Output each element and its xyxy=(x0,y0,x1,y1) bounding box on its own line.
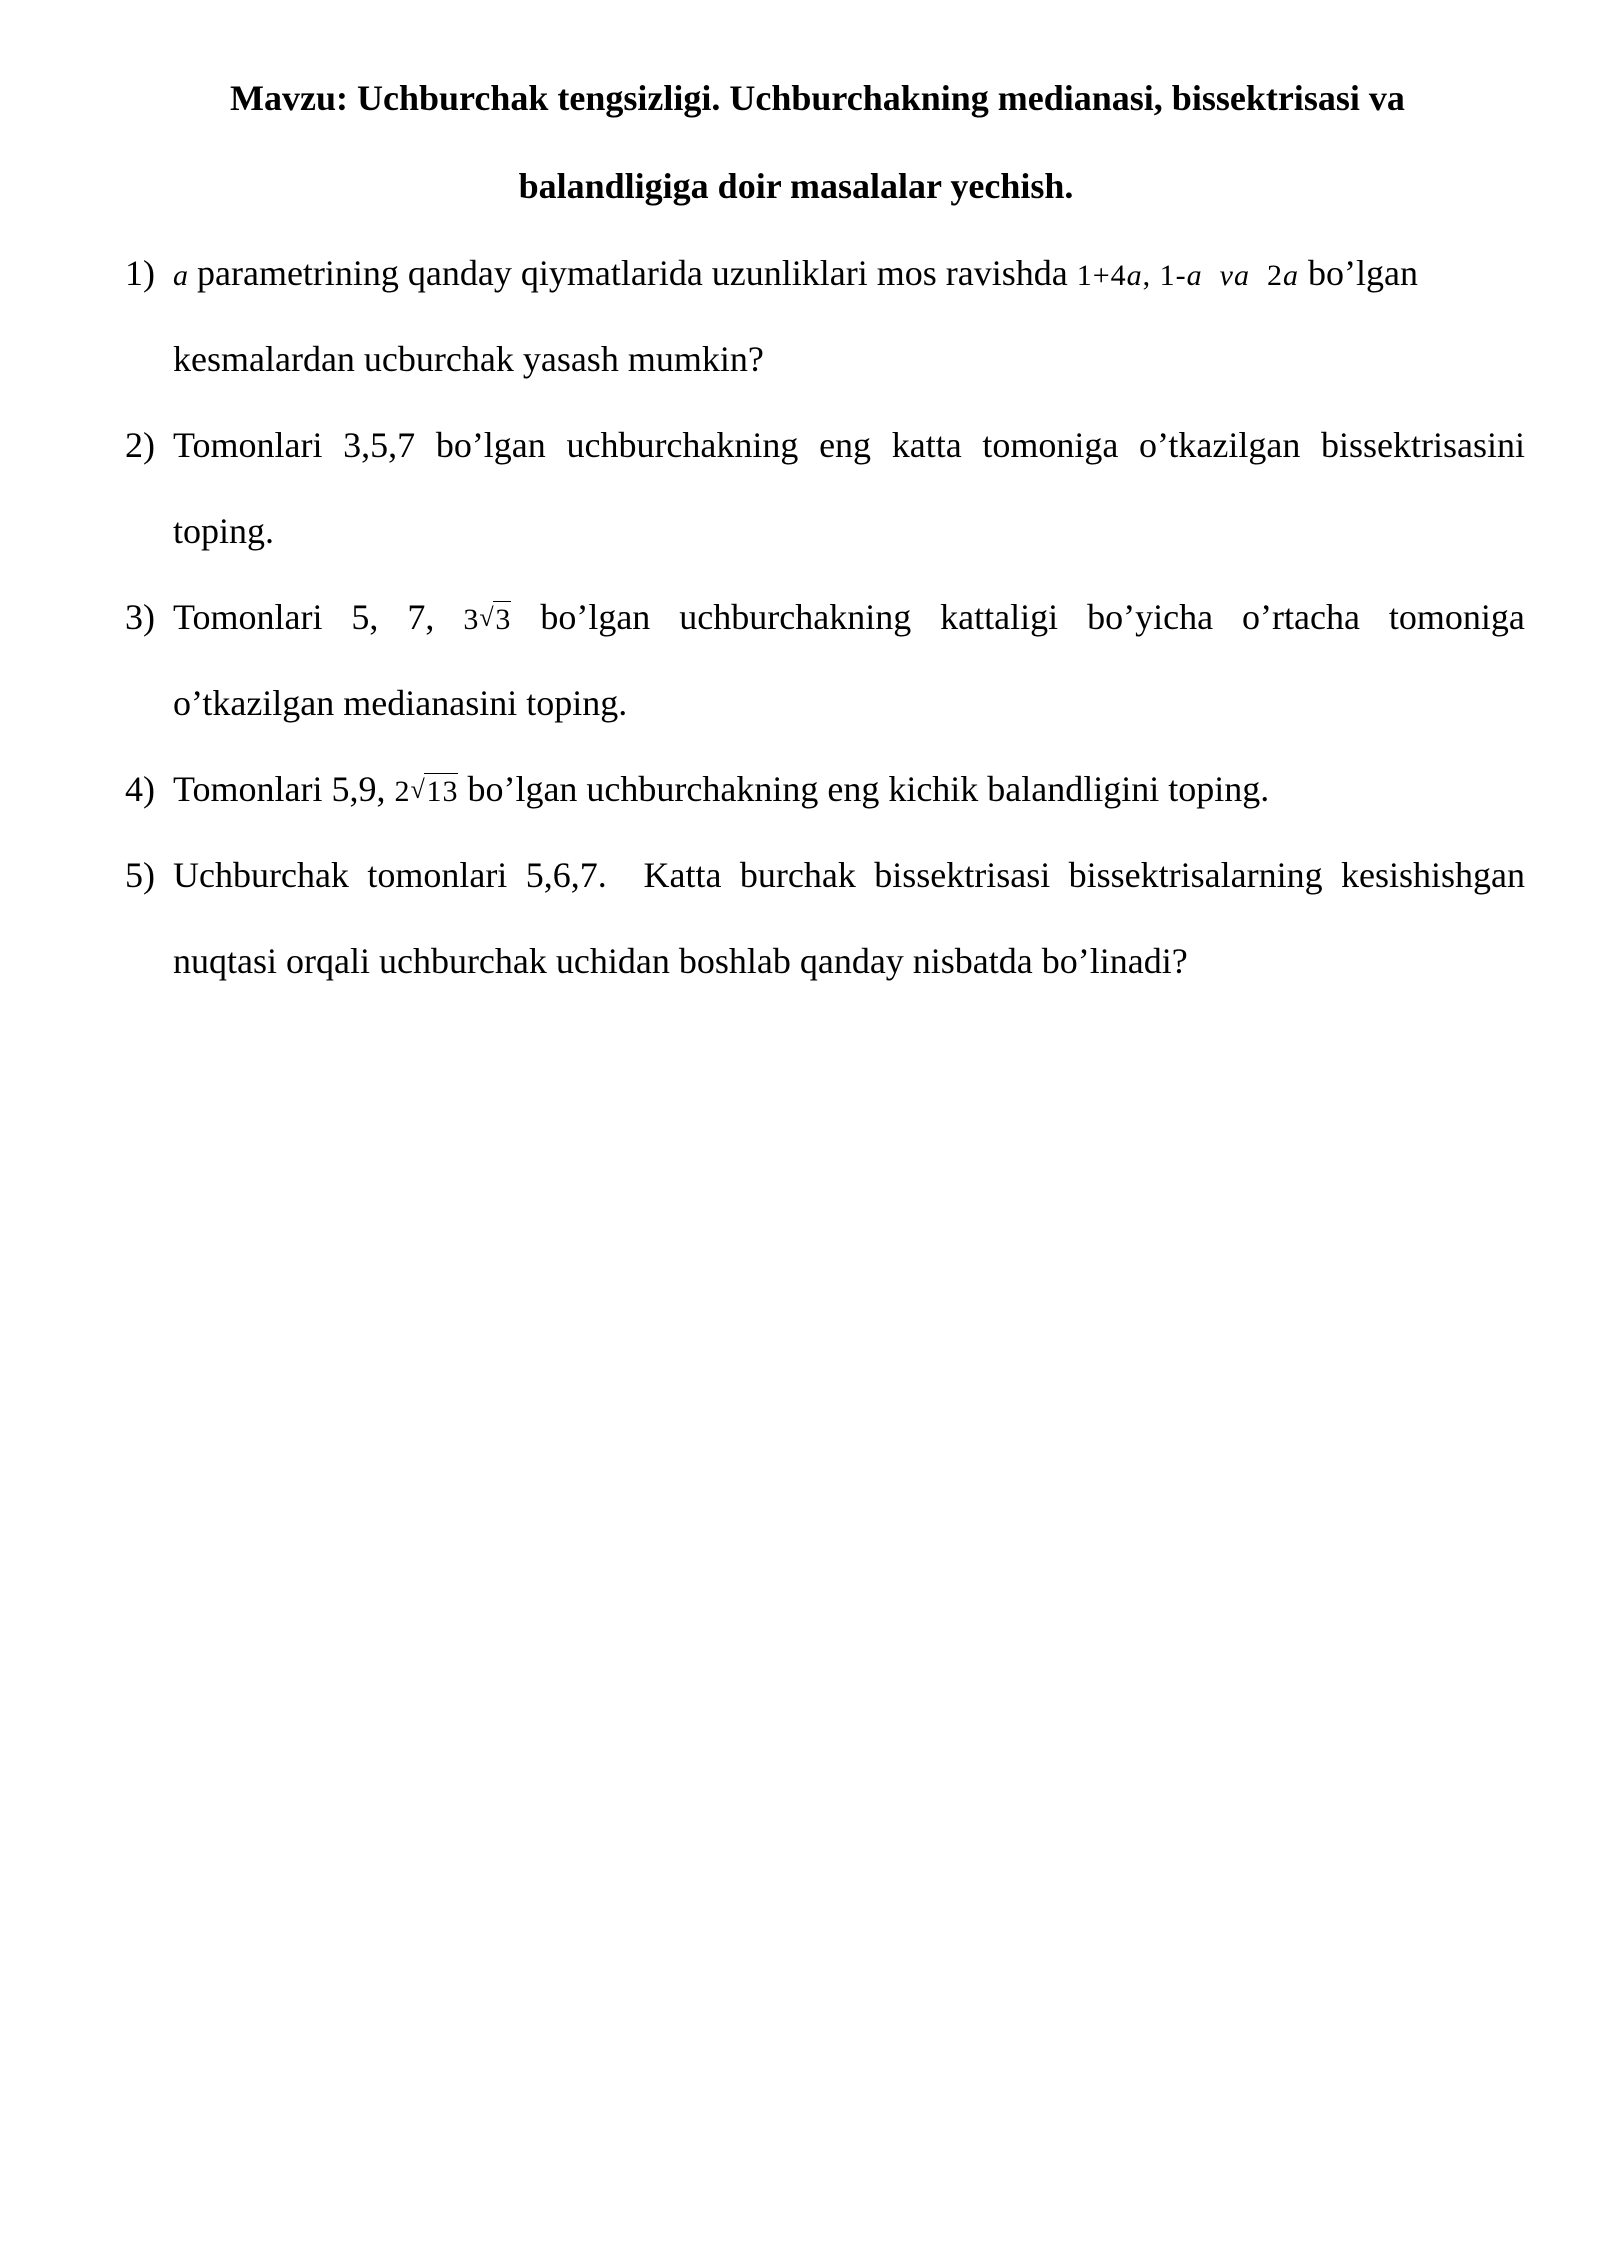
problem-number: 1) xyxy=(125,253,155,293)
document-title-line2-text: balandligiga doir masalalar yechish. xyxy=(518,166,1074,206)
problem-4-text2: bo’lgan uchburchakning eng kichik balandligini toping. xyxy=(458,769,1270,809)
problem-1-line1 xyxy=(173,253,1525,296)
word: uchburchakning xyxy=(679,597,912,637)
math-radicand: 13 xyxy=(426,775,459,808)
word: bo’yicha xyxy=(1087,597,1214,637)
problem-1-line2: kesmalardan ucburchak yasash mumkin? xyxy=(173,339,764,379)
math-expr-3-num: 2 xyxy=(1266,259,1283,292)
math-sqrt-expression xyxy=(463,600,511,640)
problem-5-line2: nuqtasi orqali uchburchak uchidan boshlab qanday nisbatda bo’linadi? xyxy=(173,941,1188,981)
word: kattaligi xyxy=(940,597,1059,637)
math-expr-1-var: a xyxy=(1126,259,1143,292)
problem-5-line1: Uchburchak tomonlari 5,6,7. Katta burchak bissektrisasi bissektrisalarning kesishishgan xyxy=(173,855,1525,895)
problem-3-line2: o’tkazilgan medianasini toping. xyxy=(173,683,628,723)
problem-4-text1: Tomonlari 5,9, xyxy=(173,769,395,809)
math-sqrt-expression xyxy=(394,775,458,808)
math-expr-3-var: a xyxy=(1282,259,1299,292)
problem-1-text1: parametrining qanday qiymatlarida uzunliklari mos ravishda xyxy=(188,253,1077,293)
document-title-line2 xyxy=(0,166,1600,206)
problem-number: 3) xyxy=(125,597,155,637)
problem-4-line1 xyxy=(173,769,1525,812)
problem-1-text2: bo’lgan xyxy=(1298,253,1418,293)
word: 5, xyxy=(351,597,379,637)
problem-number: 4) xyxy=(125,769,155,809)
math-radicand: 3 xyxy=(495,603,512,636)
problem-number: 2) xyxy=(125,425,155,465)
sqrt-sign: √ 3 xyxy=(479,603,512,636)
word: 7, xyxy=(407,597,435,637)
math-expression-1 xyxy=(1077,259,1299,292)
problem-3-line1 xyxy=(173,597,1525,640)
problem-2-line2: toping. xyxy=(173,511,275,551)
math-expr-2-var: a xyxy=(1186,259,1203,292)
math-coef: 3 xyxy=(463,603,480,636)
word: Tomonlari xyxy=(173,597,323,637)
problem-2-line1: Tomonlari 3,5,7 bo’lgan uchburchakning eng katta tomoniga o’tkazilgan bissektrisasini xyxy=(173,425,1525,465)
math-expr-2-num: , 1- xyxy=(1142,259,1187,292)
math-va: va xyxy=(1219,259,1250,292)
math-var-a: a xyxy=(173,259,188,292)
problem-number: 5) xyxy=(125,855,155,895)
math-coef: 2 xyxy=(394,775,411,808)
word: bo’lgan xyxy=(540,597,651,637)
sqrt-sign: √ 13 xyxy=(410,775,459,808)
document-title-line1: Mavzu: Uchburchak tengsizligi. Uchburchakning medianasi, bissektrisasi va xyxy=(230,78,1405,118)
word: o’rtacha xyxy=(1242,597,1360,637)
word: tomoniga xyxy=(1388,597,1525,637)
math-expr-1-num: 1+4 xyxy=(1076,259,1127,292)
